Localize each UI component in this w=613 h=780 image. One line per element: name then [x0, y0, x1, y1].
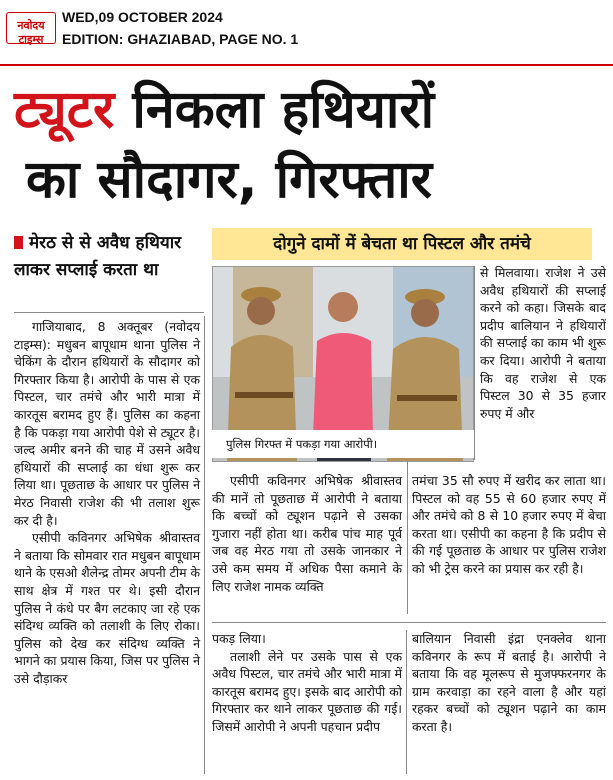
edition-info: EDITION: GHAZIABAD, PAGE NO. 1: [62, 31, 299, 47]
kicker: [14, 230, 204, 284]
article-paragraph: तमंचा 35 सौ रुपए में खरीद कर लाता था। पिस्टल को वह 55 से 60 हजार रुपए में और तमंचे को 8 से 10 हजार रुपए में बेचा करता था। एसीपी का कहना है कि प्रदीप से की गई पूछताछ के आधार पर पुलिस राजेश को भी ट्रेस करने का प्रयास कर रही है।: [412, 473, 606, 576]
headline-line-2: का सौदागर, गिरफ्तार: [26, 150, 433, 210]
article-paragraph: गाजियाबाद, 8 अक्तूबर (नवोदय टाइम्स): मधुबन बापूधाम थाना पुलिस ने चेकिंग के दौरान हथियारों के सौदागर को गिरफ्तार किया है। आरोपी के पास से एक पिस्टल, चार तमंचे और भारी मात्रा में कारतूस बरामद हुए हैं। पुलिस का कहना है कि पकड़ा गया आरोपी पेशे से ट्यूटर है। जल्द अमीर बनने की चाह में उसने अवैध हथियारों की सप्लाई का धंधा शुरू कर लिया था। पूछताछ के आधार पर पुलिस ने मेरठ निवासी राजेश की भी तलाश शुरू कर दी है।: [14, 319, 200, 528]
logo-text: नवोदय टाइम्स: [17, 20, 45, 46]
photo-caption: पुलिस गिरफ्त में पकड़ा गया आरोपी।: [212, 430, 474, 458]
article-column-2: [212, 472, 402, 595]
column-divider: [407, 460, 408, 614]
newspaper-logo: [6, 12, 56, 44]
column-divider: [204, 316, 205, 774]
article-paragraph: बालियान निवासी इंद्रा एनक्लेव थाना कविनगर के रूप में बताई है। आरोपी ने बताया कि वह मूलरूप से मुजफ्फरनगर के ग्राम करवाड़ा का रहने वाला है और यहां रहकर बच्चों को ट्यूशन पढ़ाने का काम करता है।: [412, 631, 606, 734]
kicker-divider: [14, 312, 204, 313]
article-paragraph: एसीपी कविनगर अभिषेक श्रीवास्तव की मानें तो पूछताछ में आरोपी ने बताया कि बच्चों को ट्यूशन पढ़ाने से उसका गुजारा नहीं होता था। करीब पांच माह पूर्व जब वह मेरठ गया तो उसके जानकार ने उसे कम समय में अधिक पैसा कमाने के लिए राजेश नामक व्यक्ति: [212, 473, 402, 594]
article-paragraph: तलाशी लेने पर उसके पास से एक अवैध पिस्टल, चार तमंचे और भारी मात्रा में कारतूस बरामद हुए। इसके बाद आरोपी को गिरफ्तार कर थाने लाकर पूछताछ की गई। जिसमें आरोपी ने अपनी पहचान प्रदीप: [212, 648, 402, 734]
article-paragraph: पकड़ लिया।: [212, 631, 266, 646]
header-divider: [0, 64, 613, 66]
article-column-1: [14, 318, 200, 687]
column-divider: [406, 630, 407, 774]
section-divider: [212, 622, 606, 623]
kicker-text: मेरठ से से अवैध हथियार लाकर सप्लाई करता था: [14, 233, 182, 280]
edition-date: WED,09 OCTOBER 2024: [62, 9, 223, 25]
article-column-2-bottom: [212, 630, 402, 736]
headline-red-word: ट्यूटर: [14, 80, 115, 140]
bullet-square-icon: [14, 236, 23, 249]
article-paragraph: एसीपी कविनगर अभिषेक श्रीवास्तव ने बताया कि सोमवार रात मधुबन बापूधाम थाने के एसओ शैलेन्द्र तोमर अपनी टीम के साथ क्षेत्र में गश्त पर थे। इसी दौरान पुलिस ने कंधे पर बैग लटकाए जा रहे एक संदिग्ध व्यक्ति को तलाशी के लिए रोका। पुलिस को देख कर संदिग्ध व्यक्ति ने भागने का प्रयास किया, जिस पर पुलिस ने उसे दौड़ाकर: [14, 530, 200, 686]
article-column-3-top: [480, 264, 606, 422]
column-divider: [474, 266, 475, 460]
article-paragraph: से मिलवाया। राजेश ने उसे अवैध हथियारों की सप्लाई करने को कहा। जिसके बाद प्रदीप बालियान ने हथियारों की सप्लाई का काम भी शुरू कर दिया। आरोपी ने बताया कि वह राजेश से एक पिस्टल 30 से 35 हजार रुपए में और: [480, 265, 606, 421]
article-column-3: [412, 472, 606, 578]
headline-black-words: निकला हथियारों: [132, 80, 435, 140]
subheadline: दोगुने दामों में बेचता था पिस्टल और तमंचे: [212, 228, 592, 260]
article-column-3-bottom: [412, 630, 606, 736]
headline-line-1: [14, 80, 604, 140]
